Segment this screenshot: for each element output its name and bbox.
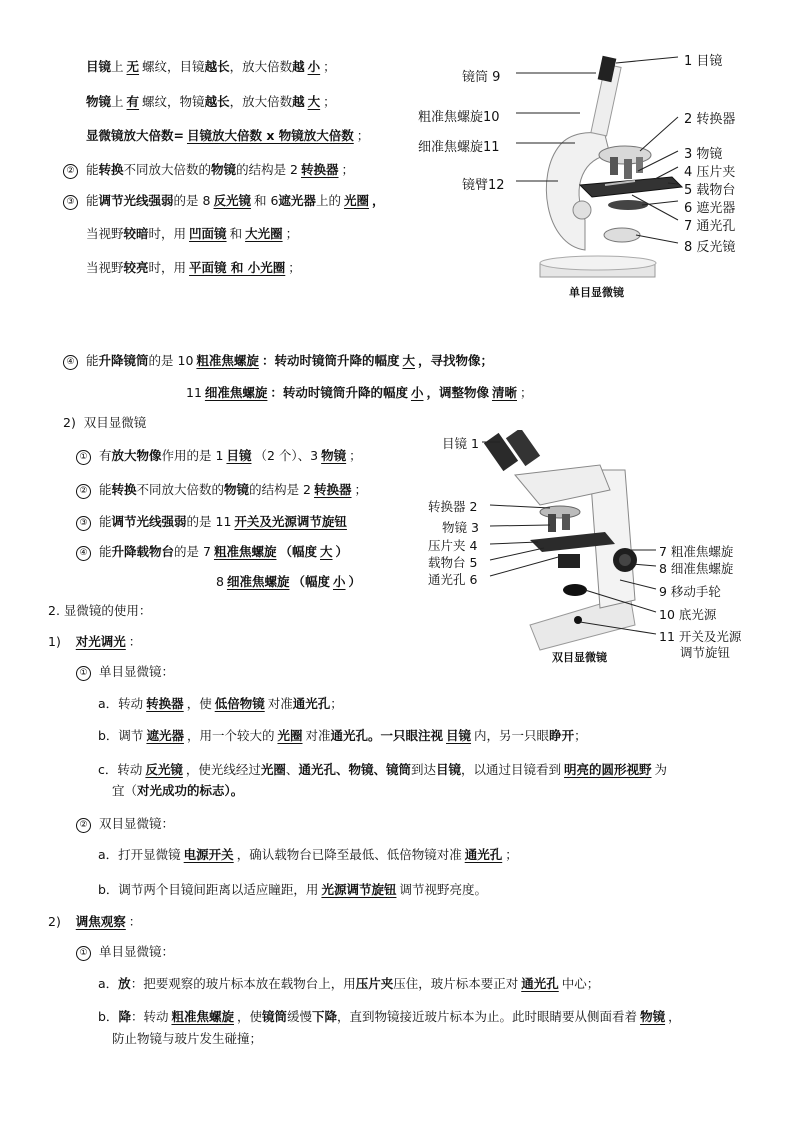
bino-label-nosepiece: 转换器 2 [428,499,478,514]
mono-item-3: ③ 能调节光线强弱的是 8 反光镜 和 6遮光器上的 光圈 ， [63,192,384,210]
usage-step-1c: c．转动 反光镜 ，使光线经过光圈、通光孔、物镜、镜筒到达目镜，以通过目镜看到 明亮的圆形视野 为 [98,762,668,777]
mono-label-stage: 5 载物台 [684,183,736,198]
bino-item-4-fine: 8 细准焦螺旋 （幅度 小 ） [216,574,362,589]
mono-label-objective: 3 物镜 [684,147,723,162]
bino-label-objective: 物镜 3 [442,520,479,535]
bino-label-stage: 载物台 5 [428,555,478,570]
mono-label-arm: 镜臂12 [462,178,505,193]
bino-label-switch-2: 调节旋钮 [680,645,731,660]
objective-line: 物镜上 有 螺纹，物镜越长，放大倍数越 大 ； [86,94,336,109]
bino-item-4: ④ 能升降载物台的是 7 粗准焦螺旋 （幅度 大 ） [76,543,348,561]
mono-item-4-fine: 11 细准焦螺旋 ：转动时镜筒升降的幅度 小 ，调整物像 清晰 ； [186,385,533,400]
usage-bino-b: b．调节两个目镜间距离以适应瞳距，用 光源调节旋钮 调节视野亮度。 [98,882,487,897]
usage-focus-b-cont: 防止物镜与玻片发生碰撞； [112,1031,263,1046]
mono-label-coarse: 粗准焦螺旋10 [418,110,500,125]
usage-step-1: 1) 对光调光 ： [48,634,142,649]
mono-label-diaphragm: 6 遮光器 [684,201,736,216]
bino-item-2: ② 能转换不同放大倍数的物镜的结构是 2 转换器 ； [76,481,367,499]
usage-step-1a: a．转动 转换器 ，使 低倍物镜 对准通光孔； [98,696,343,711]
bino-label-handwheel: 9 移动手轮 [659,584,721,599]
usage-step-1c-cont: 宜（对光成功的标志）。 [112,783,244,798]
bino-label-fine: 8 细准焦螺旋 [659,561,734,576]
bino-label-clip: 压片夹 4 [428,538,478,553]
bino-label-eyepiece: 目镜 1 [442,436,479,451]
mono-item-3-dark: 当视野较暗时，用 凹面镜 和 大光圈 ； [86,226,299,241]
usage-step-1-bino: ② 双目显微镜： [76,815,174,833]
bino-item-3: ③ 能调节光线强弱的是 11 开关及光源调节旋钮 [76,513,350,531]
bino-label-light-source: 10 底光源 [659,607,717,622]
mono-item-4: ④ 能升降镜筒的是 10 粗准焦螺旋 ：转动时镜筒升降的幅度 大 ，寻找物像； [63,352,493,370]
mono-label-fine: 细准焦螺旋11 [418,140,500,155]
mono-label-nosepiece: 2 转换器 [684,112,736,127]
usage-focus-a: a．放：把要观察的玻片标本放在载物台上，用压片夹压住，玻片标本要正对 通光孔 中心； [98,976,600,991]
bino-figure-caption: 双目显微镜 [552,651,607,664]
bino-label-switch: 11 开关及光源 [659,629,742,644]
usage-step-2: 2) 调焦观察 ： [48,914,142,929]
usage-title: 2. 显微镜的使用： [48,603,152,618]
mono-label-aperture: 7 通光孔 [684,219,736,234]
mono-label-mirror: 8 反光镜 [684,240,736,255]
bino-label-coarse: 7 粗准焦螺旋 [659,544,734,559]
bino-item-1: ① 有放大物像作用的是 1 目镜 （2 个）、3 物镜 ； [76,447,362,465]
usage-focus-b: b．降：转动 粗准焦螺旋 ，使镜筒缓慢下降，直到物镜接近玻片标本为止。此时眼睛要从侧面看着 物镜 ， [98,1009,681,1024]
eyepiece-line: 目镜上 无 螺纹，目镜越长，放大倍数越 小 ； [86,59,336,74]
usage-step-1-mono: ① 单目显微镜： [76,663,174,681]
mono-figure-caption: 单目显微镜 [569,286,624,299]
mono-label-tube: 镜筒 9 [462,70,501,85]
magnification-formula: 显微镜放大倍数= 目镜放大倍数 x 物镜放大倍数 ； [86,128,370,143]
mono-label-clip: 4 压片夹 [684,165,736,180]
usage-step-1b: b．调节 遮光器 ，用一个较大的 光圈 对准通光孔。一只眼注视 目镜 内，另一只眼睁开； [98,728,587,743]
mono-label-eyepiece: 1 目镜 [684,54,723,69]
bino-heading: 2) 双目显微镜 [63,415,147,430]
bino-label-aperture: 通光孔 6 [428,572,478,587]
mono-item-3-bright: 当视野较亮时，用 平面镜 和 小光圈 ； [86,260,301,275]
usage-bino-a: a．打开显微镜 电源开关 ，确认载物台已降至最低、低倍物镜对准 通光孔 ； [98,847,518,862]
mono-item-2: ② 能转换不同放大倍数的物镜的结构是 2 转换器 ； [63,161,354,179]
usage-step-2-mono: ① 单目显微镜： [76,943,174,961]
